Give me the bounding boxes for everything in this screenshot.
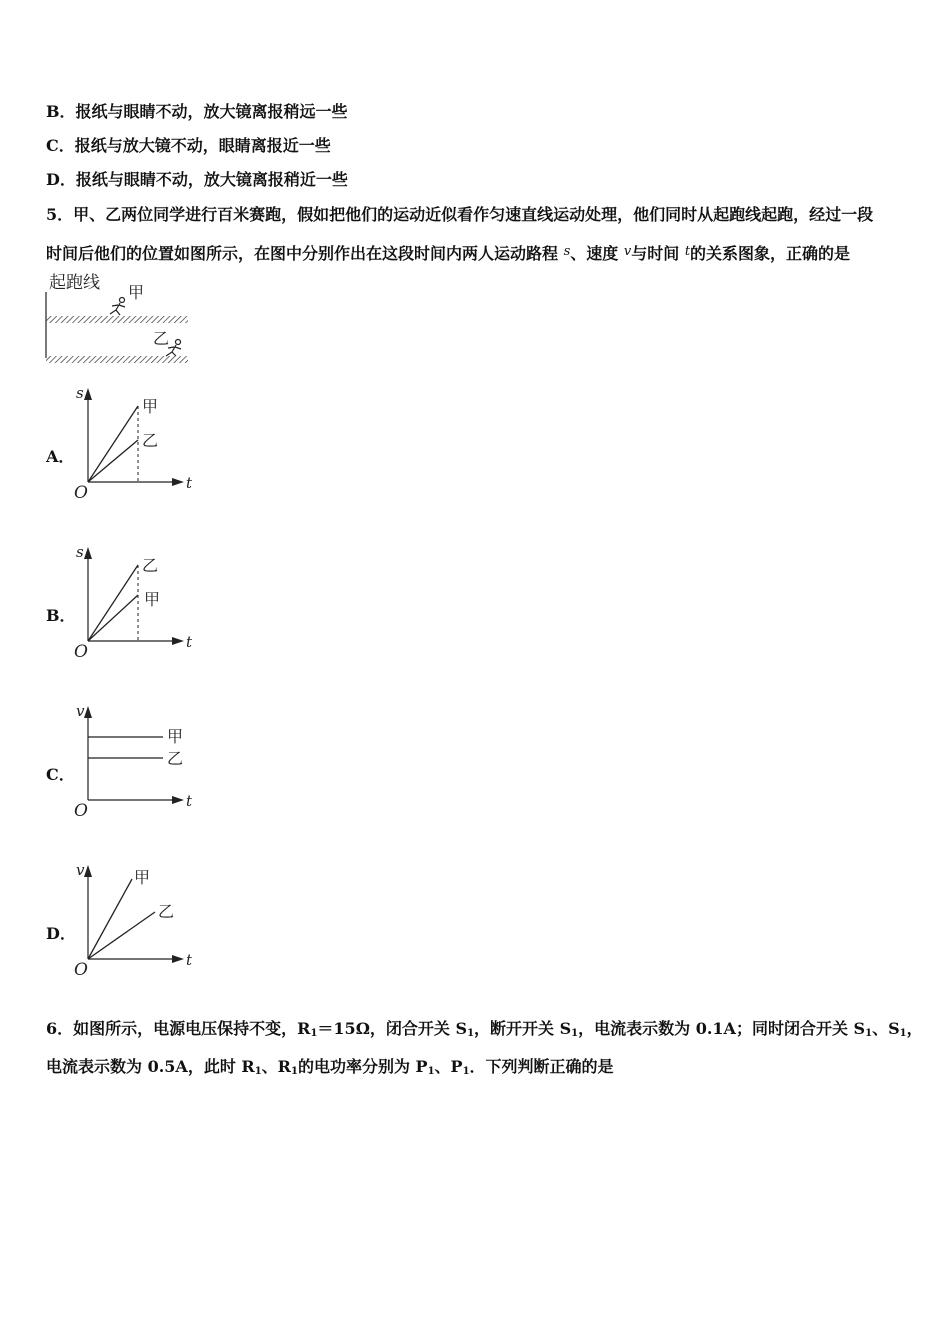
q5-line1 [46,205,873,225]
option-d-label: D． [46,924,76,943]
question-text: 、速度 [570,244,619,263]
lower-line-label: 乙 [142,431,159,450]
upper-line-label: 甲 [134,868,151,887]
y-axis-arrow-icon [84,706,92,718]
lower-line-label: 乙 [167,749,184,768]
question-text: 甲、乙两位同学进行百米赛跑，假如把他们的运动近似看作匀速直线运动处理，他们同时从起跑线起跑，经过一段 [73,205,874,224]
option-b-label: B． [46,606,76,625]
question-text: ，断开开关 S [474,1019,572,1038]
x-axis-label: t [186,792,193,810]
x-axis-label: t [186,951,193,969]
y-axis-label: s [76,384,84,402]
line-upper [88,565,138,641]
question-text: 、R [261,1057,291,1076]
runner-a-label: 甲 [128,283,145,302]
track-figure [40,270,200,370]
option-d-prev [46,170,348,190]
subscript: 1 [290,1066,298,1077]
runner-a-icon [110,298,125,316]
upper-line-label: 乙 [142,556,159,575]
question-text: 电流表示数为 0.5A，此时 R [46,1057,255,1076]
x-axis-arrow-icon [172,955,184,963]
y-axis-arrow-icon [84,865,92,877]
option-text: 报纸与眼睛不动，放大镜离报稍近一些 [75,170,348,189]
subscript: 1 [571,1028,579,1039]
option-label: C． [46,136,75,155]
question-text: 的关系图象，正确的是 [690,244,851,263]
start-line-label: 起跑线 [49,273,100,293]
origin-label: O [74,960,88,980]
line-lower [88,440,138,482]
option-text: 报纸与放大镜不动，眼睛离报近一些 [74,136,331,155]
graph-c [68,698,208,823]
q5-line2 [46,242,850,264]
upper-line-label: 甲 [142,397,159,416]
option-label: D． [46,170,76,189]
line-upper [88,406,138,482]
question-text: 如图所示，电源电压保持不变，R [73,1019,311,1038]
subscript: 1 [254,1066,262,1077]
question-number: 6． [46,1019,74,1038]
x-axis-arrow-icon [172,478,184,486]
option-label: B． [46,102,76,121]
origin-label: O [74,801,88,821]
question-text: ，电流表示数为 0.1A；同时闭合开关 S [578,1019,866,1038]
lane-divider-top [46,316,188,323]
question-number: 5． [46,205,74,224]
lane-divider-bottom [46,356,188,363]
graph-a [68,380,208,505]
question-text: 的电功率分别为 P [297,1057,428,1076]
option-text: 报纸与眼睛不动，放大镜离报稍远一些 [75,102,348,121]
question-text: ＝15Ω，闭合开关 S [317,1019,468,1038]
question-text: 与时间 [631,244,680,263]
lower-line-label: 甲 [144,590,161,609]
x-axis-label: t [186,633,193,651]
question-text: ， [906,1019,923,1038]
subscript: 1 [899,1028,907,1039]
y-axis-label: v [76,702,85,720]
x-axis-label: t [186,474,193,492]
origin-label: O [74,642,88,662]
question-text: ．下列判断正确的是 [469,1057,614,1076]
subscript: 1 [427,1066,435,1077]
upper-line-label: 甲 [167,727,184,746]
option-a-label: A． [46,447,75,466]
y-axis-label: s [76,543,84,561]
var-t: t [684,244,691,259]
y-axis-label: v [76,861,85,879]
x-axis-arrow-icon [172,637,184,645]
origin-label: O [74,483,88,503]
subscript: 1 [865,1028,873,1039]
lower-line-label: 乙 [158,902,175,921]
x-axis-arrow-icon [172,796,184,804]
question-text: 、P [434,1057,463,1076]
option-c-prev [46,136,331,156]
graph-d [68,857,208,982]
subscript: 1 [467,1028,475,1039]
graph-b [68,539,208,664]
subscript: 1 [310,1028,318,1039]
var-s: s [563,244,571,259]
runner-b-label: 乙 [153,329,170,348]
option-c-label: C． [46,765,75,784]
option-b-prev [46,102,348,122]
question-text: 、S [872,1019,900,1038]
var-v: v [623,244,632,259]
question-text: 时间后他们的位置如图所示，在图中分别作出在这段时间内两人运动路程 [46,244,559,263]
line-upper [88,879,132,959]
subscript: 1 [462,1066,470,1077]
line-lower [88,912,155,959]
q6-line2 [46,1057,614,1077]
y-axis-arrow-icon [84,547,92,559]
y-axis-arrow-icon [84,388,92,400]
q6-line1 [46,1019,923,1039]
